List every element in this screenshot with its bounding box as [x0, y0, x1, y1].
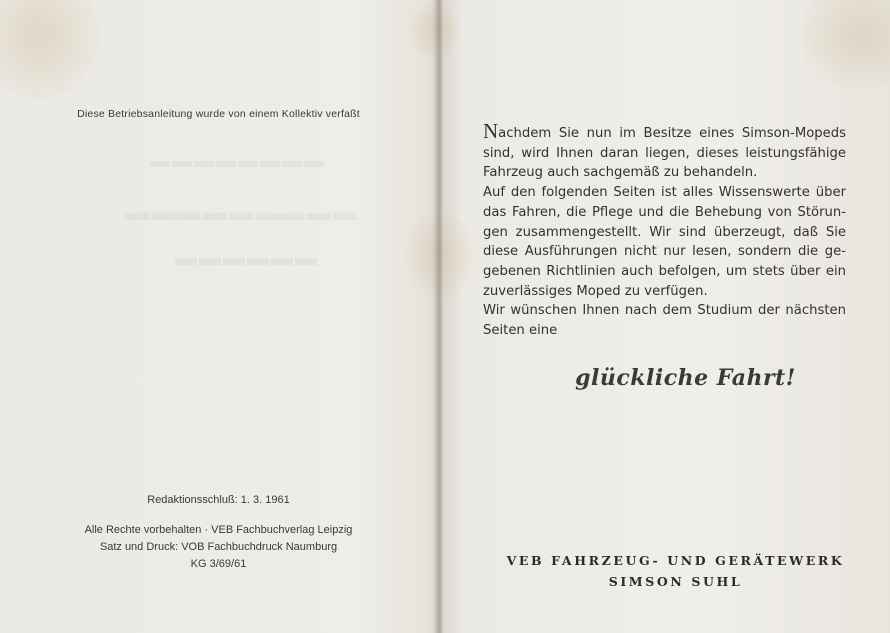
text-line: Wir wünschen Ihnen nach dem Studium der nächsten: [483, 303, 846, 319]
text-line: gebenen Richtlinien auch befolgen, um stets über ein: [483, 263, 846, 279]
text-line: diese Ausführungen nicht nur lesen, sondern die ge-: [483, 244, 846, 260]
text-line: gen zusammengestellt. Wir sind überzeugt, daß Sie: [483, 224, 846, 240]
text-line: Fahrzeug auch sachgemäß zu behandeln.: [483, 165, 758, 181]
publisher-line: VEB FAHRZEUG- UND GERÄTEWERK: [506, 553, 845, 568]
foreword-text: [483, 119, 846, 341]
text-line: das Fahren, die Pflege und die Behebung von Störun-: [483, 204, 846, 220]
collective-note: Diese Betriebsanleitung wurde von einem Kollektiv verfaßt: [77, 108, 360, 120]
rights-line: Alle Rechte vorbehalten · VEB Fachbuchverlag Leipzig: [84, 524, 353, 536]
dropcap: N: [483, 119, 499, 143]
text-line: Seiten eine: [483, 323, 558, 339]
show-through: ▬▬▬▬▬▬▬▬▬: [125, 200, 359, 226]
print-line: Satz und Druck: VOB Fachbuchdruck Naumburg: [99, 541, 338, 553]
closing-greeting: glückliche Fahrt!: [575, 365, 796, 391]
imprint-block: [0, 492, 437, 573]
publisher-line: SIMSON SUHL: [608, 574, 743, 589]
text-line: sind, wird Ihnen daran liegen, dieses leistungsfähige: [483, 145, 846, 161]
text-line: Nachdem Sie nun im Besitze eines Simson-Mopeds: [483, 119, 846, 143]
catalog-code: KG 3/69/61: [190, 558, 247, 570]
text-line: zuverlässiges Moped zu verfügen.: [483, 283, 708, 299]
show-through: ▬▬▬▬▬▬: [175, 245, 319, 270]
editorial-deadline: Redaktionsschluß: 1. 3. 1961: [147, 494, 290, 506]
text-line: Auf den folgenden Seiten ist alles Wissenswerte über: [483, 185, 846, 201]
publisher-block: [441, 550, 890, 592]
show-through: ▬▬▬▬▬▬▬▬: [150, 150, 326, 172]
